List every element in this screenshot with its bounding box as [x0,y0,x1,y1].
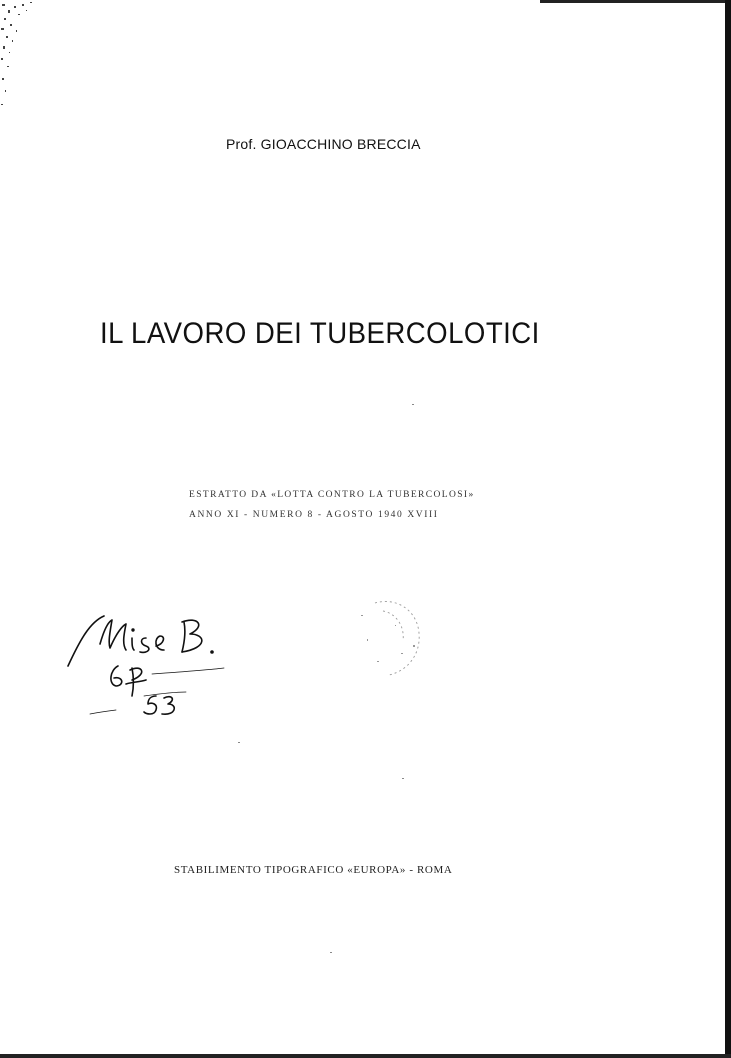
scan-speck [238,742,240,743]
scan-noise-corner [0,0,70,140]
author-line: Prof. GIOACCHINO BRECCIA [226,136,421,152]
scan-edge-top [540,0,731,3]
document-title: IL LAVORO DEI TUBERCOLOTICI [100,317,540,350]
scan-speck [330,952,332,953]
issue-line: ANNO XI - NUMERO 8 - AGOSTO 1940 XVIII [189,510,439,520]
scan-speck [412,404,414,405]
handwritten-annotation [60,600,240,730]
printer-imprint: STABILIMENTO TIPOGRAFICO «EUROPA» - ROMA [174,864,453,876]
scan-edge-right [725,0,731,1058]
scan-edge-bottom [0,1054,731,1058]
faded-stamp-mark [355,595,430,685]
extract-source-line: ESTRATTO DA «LOTTA CONTRO LA TUBERCOLOSI» [189,490,475,500]
scan-speck [402,778,404,779]
